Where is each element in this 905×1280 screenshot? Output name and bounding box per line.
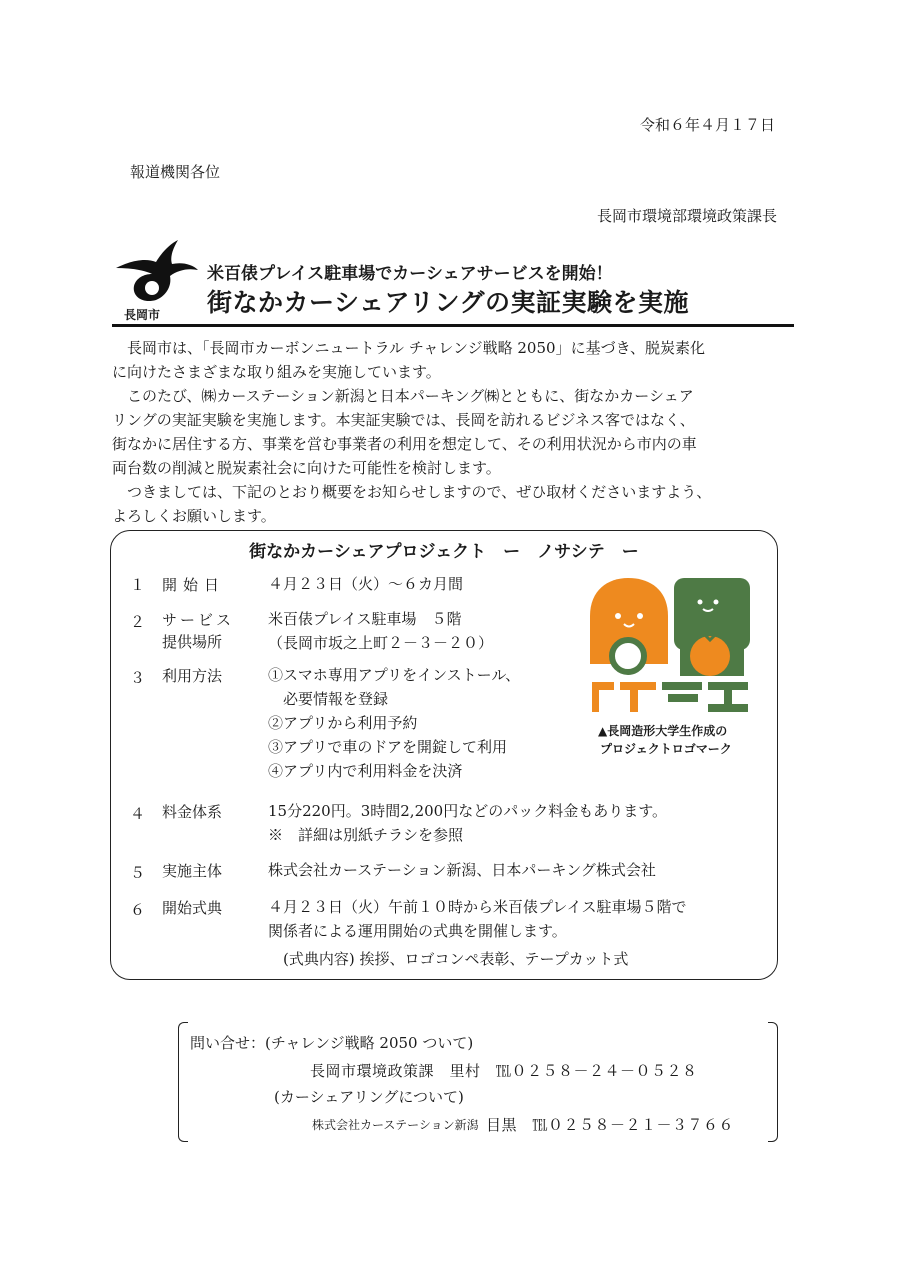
paragraph-line: に向けたさまざまな取り組みを実施しています。 <box>112 363 441 381</box>
body-paragraph-2 <box>112 384 802 480</box>
logo-city-name: 長岡市 <box>124 308 161 322</box>
contact-heading: 問い合せ：(チャレンジ戦略 2050 ついて) <box>190 1034 474 1052</box>
paragraph-line: このたび、㈱カーステーション新潟と日本パーキング㈱とともに、街なかカーシェア <box>112 387 694 405</box>
body-paragraph-1 <box>112 336 802 384</box>
item-number: ５ <box>130 864 146 882</box>
item-number: ６ <box>130 901 146 919</box>
item-value-line: 関係者による運用開始の式典を開催します。 <box>268 922 567 940</box>
addressee: 報道機関各位 <box>130 163 221 181</box>
item-label-start-date: 開始日 <box>162 576 226 594</box>
item-label-operator: 実施主体 <box>162 862 223 880</box>
item-label-line: 提供場所 <box>162 633 223 651</box>
item-label-ceremony: 開始式典 <box>162 899 223 917</box>
item-label-pricing: 料金体系 <box>162 803 223 821</box>
item-value-line: ４月２３日（火）～６カ月間 <box>268 575 464 593</box>
item-number: ２ <box>130 613 146 631</box>
item-label-line: サービス <box>162 611 235 629</box>
item-value-line: 15分220円。3時間2,200円などのパック料金もあります。 <box>268 802 668 820</box>
item-value-location <box>268 607 493 655</box>
nosashite-project-logo-icon <box>588 576 752 720</box>
logo-caption-line: プロジェクトロゴマーク <box>600 742 732 756</box>
contact-bracket-left <box>178 1022 188 1142</box>
item-value-line: 米百俵プレイス駐車場 ５階 <box>268 610 462 628</box>
item-label-usage: 利用方法 <box>162 667 223 685</box>
item-number: １ <box>130 576 146 594</box>
item-value-ceremony <box>268 895 687 971</box>
item-value-line: ※ 詳細は別紙チラシを参照 <box>268 826 464 844</box>
contact-carshare-heading: (カーシェアリングについて) <box>274 1088 464 1106</box>
paragraph-line: 両台数の削減と脱炭素社会に向けた可能性を検討します。 <box>112 459 501 477</box>
item-value-operator <box>268 858 656 882</box>
sender: 長岡市環境部環境政策課長 <box>596 207 777 225</box>
item-value-line: ４月２３日（火）午前１０時から米百俵プレイス駐車場５階で <box>268 898 687 916</box>
paragraph-line: 長岡市は、「長岡市カーボンニュートラル チャレンジ戦略 2050」に基づき、脱炭素化 <box>112 339 705 357</box>
item-value-line: 必要情報を登録 <box>268 690 389 708</box>
project-title: 街なかカーシェアプロジェクト ー ノサシテ ー <box>249 542 639 562</box>
item-value-start-date <box>268 572 463 596</box>
contact-environment-division: 長岡市環境政策課 里村 ℡０２５８－２４－０５２８ <box>310 1062 698 1080</box>
item-value-line: （長岡市坂之上町２－３－２０） <box>268 634 494 652</box>
item-label-location <box>162 609 234 653</box>
item-value-line: ②アプリから利用予約 <box>268 714 418 732</box>
item-value-line: (式典内容) 挨拶、ロゴコンペ表彰、テープカット式 <box>268 950 629 968</box>
press-release-date: 令和６年４月１７日 <box>639 116 775 134</box>
body-paragraph-3 <box>112 480 802 528</box>
contact-box <box>178 1022 778 1142</box>
headline-title: 街なかカーシェアリングの実証実験を実施 <box>207 288 690 317</box>
paragraph-line: リングの実証実験を実施します。本実証実験では、長岡を訪れるビジネス客ではなく、 <box>112 411 695 429</box>
logo-caption-line: ▲長岡造形大学生作成の <box>598 724 728 738</box>
item-value-usage <box>268 663 520 783</box>
nagaoka-city-emblem-icon <box>112 238 200 306</box>
item-number: ３ <box>130 669 146 687</box>
paragraph-line: よろしくお願いします。 <box>112 507 276 525</box>
item-value-pricing <box>268 799 667 847</box>
headline-rule <box>112 324 794 327</box>
item-number: ４ <box>130 805 146 823</box>
item-value-line: 株式会社カーステーション新潟、日本パーキング株式会社 <box>268 861 656 879</box>
item-value-line: ①スマホ専用アプリをインストール、 <box>268 666 521 684</box>
contact-carshare-phone: 目黒 ℡０２５８－２１－３７６６ <box>486 1116 735 1134</box>
headline-subtitle: 米百俵プレイス駐車場でカーシェアサービスを開始！ <box>207 264 613 284</box>
item-value-line: ③アプリで車のドアを開錠して利用 <box>268 738 507 756</box>
logo-caption <box>598 722 732 758</box>
contact-bracket-right <box>768 1022 778 1142</box>
paragraph-line: つきましては、下記のとおり概要をお知らせしますので、ぜひ取材くださいますよう、 <box>112 483 712 501</box>
paragraph-line: 街なかに居住する方、事業を営む事業者の利用を想定して、その利用状況から市内の車 <box>112 435 697 453</box>
item-value-line: ④アプリ内で利用料金を決済 <box>268 762 463 780</box>
contact-carshare-company: 株式会社カーステーション新潟 <box>312 1118 479 1132</box>
